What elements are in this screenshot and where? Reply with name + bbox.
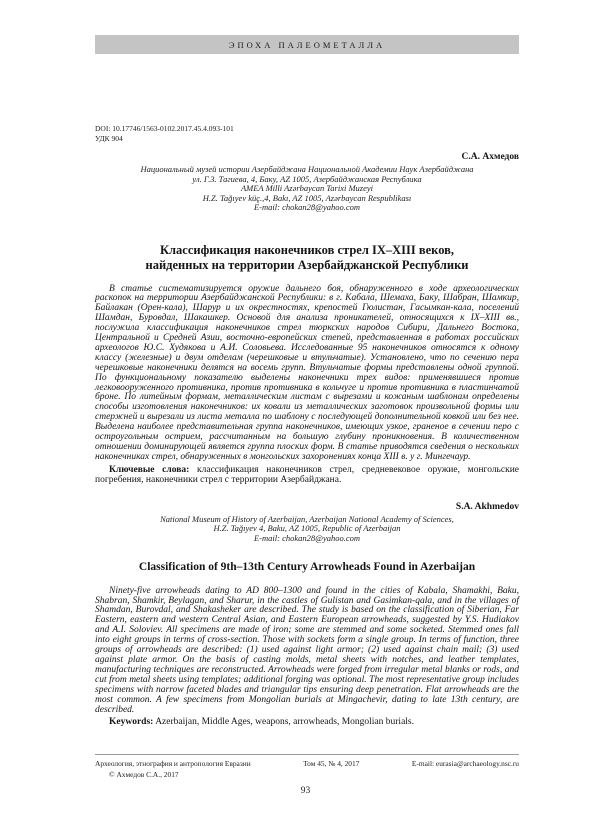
keywords-en [95,718,519,728]
affiliation-line: ул. Г.З. Тагиева, 4, Баку, AZ 1005, Азербайджанская Республика [192,173,422,184]
affiliation-line: AMEA Milli Azərbaycan Tarixi Muzeyi [240,183,374,193]
section-band [95,35,519,54]
keywords-label-en: Keywords: [109,717,154,728]
page-number: 93 [300,786,311,796]
page-content [95,124,519,728]
abstract-ru: В статье систематизируется оружие дальнего боя, обнаруженного в ходе археологических раскопок на территории Азербайджанской Республики: в г. Кабала, Шемаха, Баку, Шабран, Шамкир, Байлакан (Орен-кала), Шарур и их окрестностях, крепостей Гюлистан, Гасымкан-кала, поселений Шамдан, Буровдал, Шакашкер. Основой для анализа проникателей, относящихся к IX–XIII вв., послужила классификация наконечников стрел тюркских народов Сибири, Дальнего Востока, Центральной и Средней Азии, восточно-европейских степей, представленная в работах российских археологов Ю.С. Худякова и А.И. Соловьева. Исследованные 95 наконечников относятся к одному классу (железные) и двум отделам (черешковые и втульчатые). Установлено, что по сечению пера черешковые наконечники делятся на восемь групп. Втульчатые формы представлены одной группой. По функциональному показателю выделены наконечники трех видов: применявшиеся против легковооруженного противника, против противника в кольчуге и против противника в пластинчатой броне. По литейным формам, металлическим листам с вырезами и кожаным шаблонам определены способы изготовления наконечников: их ковали из металлических заготовок произвольной формы или стержней и вырезали из листа металла по шаблону с последующей дополнительной ковкой или без нее. Выделена наиболее представительная группа наконечников, имеющих узкое, граненое в сечении перо с остроугольным острием, рассчитанным на большую глубину проникновения. В количественном отношении доминирующей является группа плоских форм. В статье приводятся сведения о нескольких наконечниках стрел, обнаруженных в монгольских захоронениях конца XIII в. у г. Мингечаур. [95,283,519,462]
section-band-label: ЭПОХА ПАЛЕОМЕТАЛЛА [228,39,386,50]
affiliation-line: Национальный музей истории Азербайджана Национальной Академии Наук Азербайджана [140,164,474,174]
article-title-ru [95,243,519,273]
article-meta [95,124,519,144]
doi-text: DOI: 10.17746/1563-0102.2017.45.4.093-101 [95,124,234,133]
author-name-en: S.A. Akhmedov [455,501,519,512]
keywords-ru [95,466,519,486]
author-name-ru: С.А. Ахмедов [461,152,519,162]
footer-row [95,759,519,769]
affiliation-email-en: E-mail: chokan28@yahoo.com [253,532,360,543]
keywords-label-ru: Ключевые слова: [109,464,190,475]
affiliation-line: H.Z. Tağıyev 4, Baku, AZ 1005, Republic of Azerbaijan [213,523,401,534]
footer-journal-title: Археология, этнография и антропология Евразии [95,759,251,768]
affiliation-ru [95,165,519,213]
footer-email: E-mail: eurasia@archaeology.nsc.ru [411,759,519,768]
keywords-text-ru: классификация наконечников стрел, средневековое оружие, монгольские погребения, наконечники стрел с территории Азербайджана. [95,464,520,485]
footer-issue-info: Том 45, № 4, 2017 [303,759,360,768]
affiliation-line: H.Z. Tağıyev küç.,4, Bakı, AZ 1005, Azərbaycan Respublikası [202,192,412,203]
abstract-en: Ninety-five arrowheads dating to AD 800–1300 and found in the cities of Kabala, Shamakhi, Baku, Shabran, Shamkir, Beylagan, and Sharur, in the castles of Gulistan and Gasimkan-qala, and in the villages of Shamdan, Burovdal, and Shakasheker are described. The study is based on the classification of Siberian, Far Eastern, eastern and western Central Asian, and Eastern European arrowheads, suggested by Y.S. Hudiakov and A.I. Soloviev. All specimens are made of iron; some are stemmed and some socketed. Stemmed ones fall into eight groups in terms of cross-section. Those with sockets form a single group. In terms of function, three groups of arrowheads are described: (1) used against light armor; (2) used against chain mail; (3) used against plate armor. On the basis of casting molds, metal sheets with notches, and leather templates, manufacturing techniques are reconstructed. Arrowheads were forged from irregular metal blanks or rods, and cut from metal sheets using templates; additional forging was optional. The most representative group includes specimens with narrow faceted blades and triangular tips ensuring deep penetration. Flat arrowheads are the most common. A few specimens from Mongolian burials at Mingachevir, dating to late 13th century, are described. [95,585,519,715]
udk-text: УДК 904 [95,134,123,143]
article-title-ru-line2: найденных на территории Азербайджанской Республики [145,257,469,272]
page-footer [95,754,519,779]
affiliation-email-ru: E-mail: chokan28@yahoo.com [253,202,360,212]
article-title-en: Classification of 9th–13th Century Arrowheads Found in Azerbaijan [138,561,476,574]
footer-copyright: © Ахмедов С.А., 2017 [109,769,179,779]
affiliation-line: National Museum of History of Azerbaijan, Azerbaijan National Academy of Sciences, [160,513,454,524]
article-title-ru-line1: Классификация наконечников стрел IX–XIII веков, [159,242,455,257]
affiliation-en [95,515,519,544]
keywords-text-en: Azerbaijan, Middle Ages, weapons, arrowheads, Mongolian burials. [155,717,414,728]
